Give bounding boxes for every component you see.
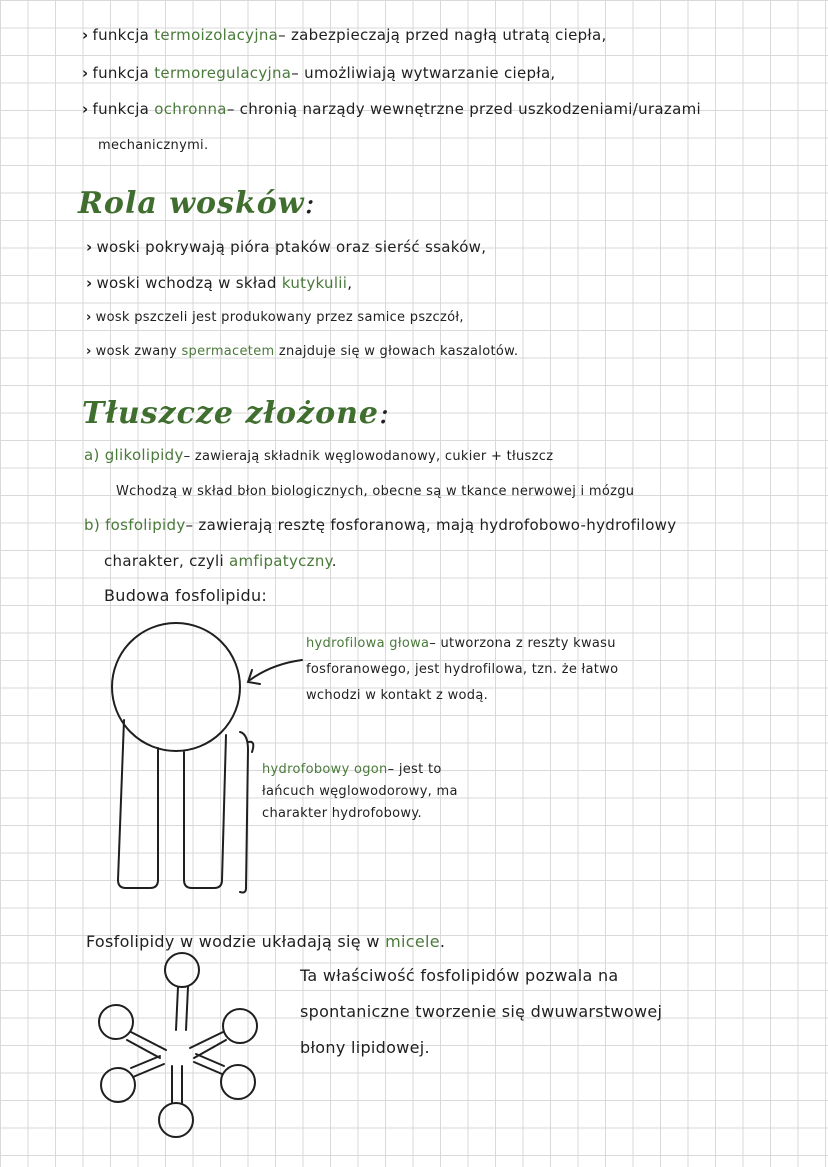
micelle-note-line1: Ta właściwość fosfolipidów pozwala na	[300, 966, 619, 985]
term-amfipatyczny: amfipatyczny	[229, 552, 332, 570]
phospholipids-line: b) fosfolipidy– zawierają resztę fosforanową, mają hydrofobowo-hydrofilowy	[84, 516, 677, 534]
heading-complex-fats: Tłuszcze złożone:	[82, 396, 391, 431]
term-ochronna: ochronna	[154, 100, 227, 118]
bullet-icon: ›	[82, 100, 89, 118]
term-hydrophilic-head: hydrofilowa głowa	[306, 636, 430, 651]
term-glikolipidy: glikolipidy	[104, 446, 184, 464]
term-hydrophobic-tail: hydrofobowy ogon	[262, 762, 388, 777]
function-item-2: › funkcja termoregulacyjna– umożliwiają wytwarzanie ciepła,	[82, 64, 556, 82]
head-label-line2: fosforanowego, jest hydrofilowa, tzn. że łatwo	[306, 662, 619, 677]
micelle-head-bottom	[159, 1103, 193, 1137]
function-item-3: › funkcja ochronna– chronią narządy wewnętrzne przed uszkodzeniami/urazami	[82, 100, 701, 118]
head-label-line3: wchodzi w kontakt z wodą.	[306, 688, 489, 703]
micelle-tail-left-bottom	[131, 1056, 164, 1077]
phospholipids-continuation: charakter, czyli amfipatyczny.	[104, 552, 337, 570]
micelle-head-left-top	[99, 1005, 133, 1039]
micelle-note-line3: błony lipidowej.	[300, 1038, 430, 1057]
micelle-tail-right-bottom	[194, 1054, 224, 1074]
micelle-note-line2: spontaniczne tworzenie się dwuwarstwowej	[300, 1002, 663, 1021]
micelle-tail-left-top	[127, 1032, 166, 1058]
micelle-head-right-bottom	[221, 1065, 255, 1099]
term-termoregulacyjna: termoregulacyjna	[154, 64, 292, 82]
term-kutykulii: kutykulii	[281, 274, 348, 292]
wax-item-3: › wosk pszczeli jest produkowany przez samice pszczół,	[86, 310, 464, 325]
bullet-icon: ›	[86, 274, 93, 292]
wax-item-1: › woski pokrywają pióra ptaków oraz sierść ssaków,	[86, 238, 487, 256]
micelle-head-left-bottom	[101, 1068, 135, 1102]
bullet-icon: ›	[82, 64, 89, 82]
glycolipids-continuation: Wchodzą w skład błon biologicznych, obecne są w tkance nerwowej i mózgu	[116, 484, 635, 499]
term-fosfolipidy: fosfolipidy	[105, 516, 186, 534]
wax-item-2: › woski wchodzą w skład kutykulii,	[86, 274, 353, 292]
wax-item-4: › wosk zwany spermacetem znajduje się w głowach kaszalotów.	[86, 344, 519, 359]
heading-waxes: Rola wosków:	[78, 186, 316, 221]
term-termoizolacyjna: termoizolacyjna	[154, 26, 279, 44]
bullet-icon: ›	[86, 238, 93, 256]
micelle-tail-bottom	[172, 1066, 182, 1103]
micelle-line: Fosfolipidy w wodzie układają się w micele.	[86, 932, 446, 951]
structure-title: Budowa fosfolipidu:	[104, 586, 268, 605]
micelle-tail-top	[176, 987, 188, 1030]
glycolipids-line: a) glikolipidy– zawierają składnik węglowodanowy, cukier + tłuszcz	[84, 446, 554, 464]
term-spermacetem: spermacetem	[181, 344, 275, 359]
tail-label-line1: hydrofobowy ogon– jest to	[262, 762, 442, 777]
term-micele: micele	[385, 932, 440, 951]
bullet-icon: ›	[86, 310, 92, 325]
micelle-head-top	[165, 953, 199, 987]
bullet-icon: ›	[82, 26, 89, 44]
micelle-head-right-top	[223, 1009, 257, 1043]
bullet-icon: ›	[86, 344, 92, 359]
head-label-line1: hydrofilowa głowa– utworzona z reszty kwasu	[306, 636, 616, 651]
function-item-1: › funkcja termoizolacyjna– zabezpieczają przed nagłą utratą ciepła,	[82, 26, 607, 44]
tail-label-line3: charakter hydrofobowy.	[262, 806, 422, 821]
function-item-3-continuation: mechanicznymi.	[98, 138, 209, 153]
tail-label-line2: łańcuch węglowodorowy, ma	[262, 784, 458, 799]
